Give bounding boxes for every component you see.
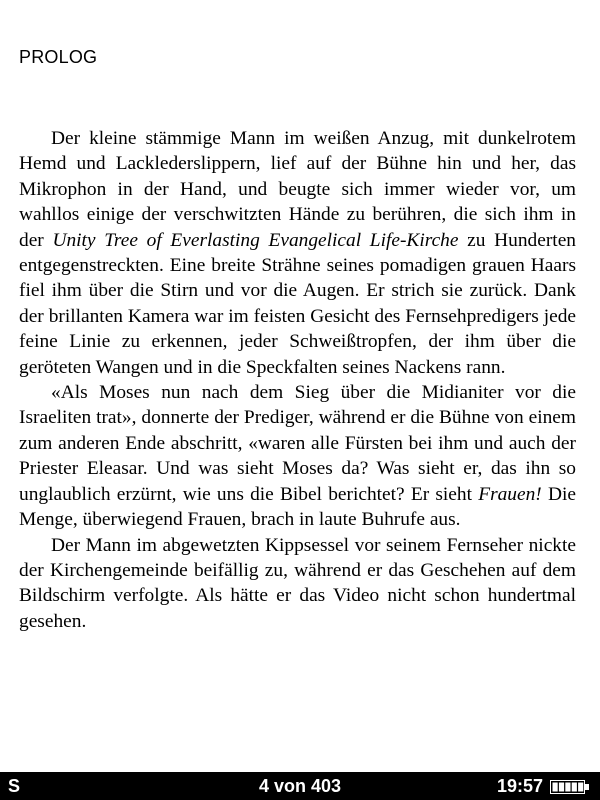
paragraph [19, 126, 576, 380]
text-run: Die Menge, überwiegend Frauen, brach in laute Buhrufe aus. [19, 483, 576, 531]
chapter-heading: PROLOG [19, 47, 98, 67]
chapter-body [19, 126, 576, 634]
battery-tip [585, 784, 589, 790]
battery-cell [578, 783, 583, 792]
italic-text: Unity Tree of Everlasting Evangelical Life-Kirche [52, 229, 459, 251]
clock: 19:57 [496, 776, 543, 796]
paragraph [19, 380, 576, 532]
battery-cell [559, 783, 564, 792]
battery-cell [553, 783, 558, 792]
status-bar [0, 772, 600, 800]
paragraph [19, 533, 576, 635]
battery-cells [553, 783, 584, 792]
italic-text: Frauen! [478, 483, 542, 505]
battery-icon [550, 780, 590, 794]
text-run: Der Mann im abgewetzten Kippsessel vor seinem Fernseher nickte der Kirchengemeinde beifällig zu, während er das Geschehen auf dem Bildschirm verfolgte. Als hätte er das Video nicht schon hundertmal gesehen. [19, 534, 576, 632]
text-run: Der kleine stämmige Mann im weißen Anzug, mit dunkelrotem Hemd und Lacklederslippern, lief auf der Bühne hin und her, das Mikrophon in der Hand, und beugte sich immer wieder vor, um wahllos einige der verschwitzten Hände zu berühren, die sich ihm in der [19, 128, 576, 251]
text-run: «Als Moses nun nach dem Sieg über die Midianiter vor die Israeliten trat», donnerte der Prediger, während er die Bühne von einem zum anderen Ende abschritt, «waren alle Fürsten bei ihm und auch der Priester Eleasar. Und was sieht Moses da? Was sieht er, das ihn so unglaublich erzürnt, wie uns die Bibel berichtet? Er sieht [19, 382, 576, 505]
text-run: zu Hunderten entgegenstreckten. Eine breite Strähne seines pomadigen grauen Haars fiel ihm über die Stirn und vor die Augen. Er strich sie zurück. Dank der brillanten Kamera war im feisten Gesicht des Fernsehpredigers jede feine Linie zu erkennen, jeder Schweißtropfen, der ihm über die geröteten Wangen und in die Speckfalten seines Nackens rann. [19, 229, 576, 378]
page-indicator: 4 von 403 [258, 776, 342, 796]
battery-cell [572, 783, 577, 792]
status-left-label: S [8, 776, 21, 796]
battery-cell [565, 783, 570, 792]
